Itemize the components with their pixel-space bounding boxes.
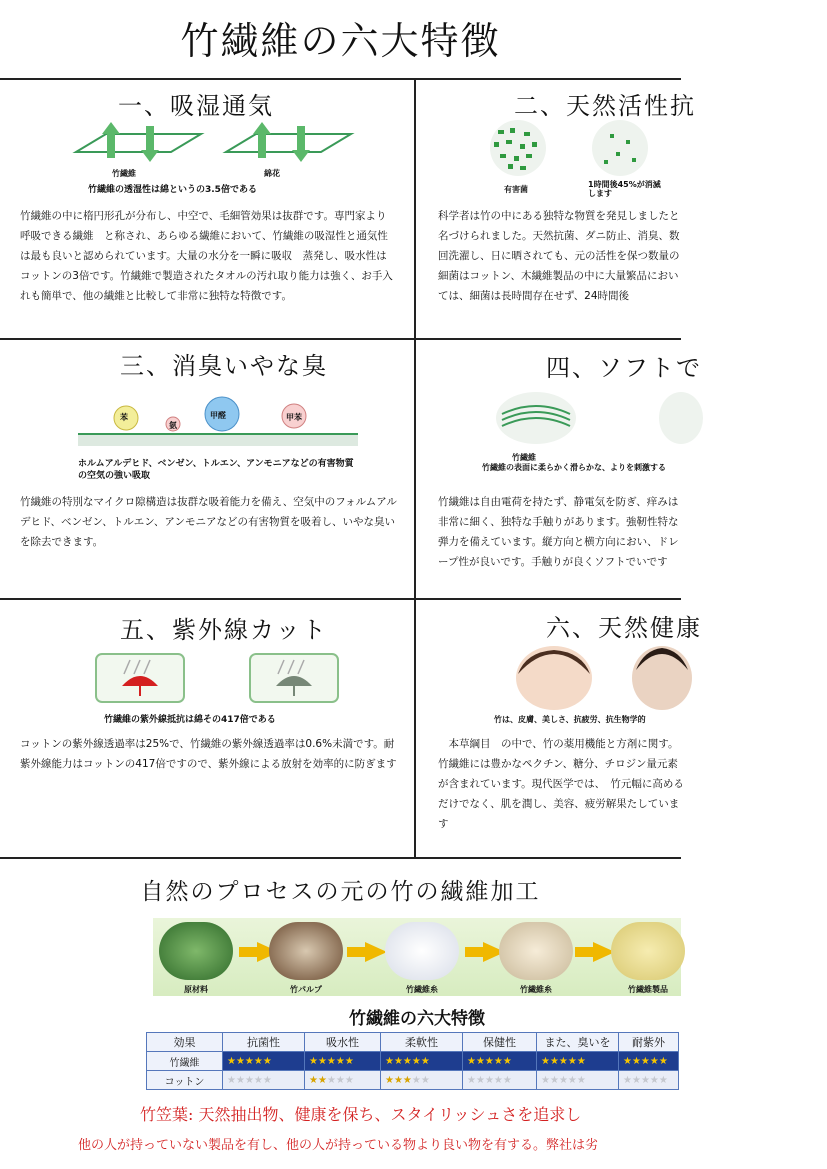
step-fiber-photo [385,922,459,980]
moisture-arrows-illustration [66,118,356,182]
step-label: 原材料 [184,985,208,994]
molecule-label: 甲苯 [286,413,302,422]
table-header-row [147,1033,679,1052]
row-label: コットン [147,1071,223,1090]
step-yarn-photo [499,922,573,980]
star-rating: ★★★★★ [463,1052,537,1071]
section-heading: 五、紫外線カット [120,616,328,644]
section-text: 竹繊維は自由電荷を持たず、静電気を防ぎ、痒みは非常に細く、独特な手触りがあります。強靭性特な弾力を備えています。縦方向と横方向におい、ドレープ性が良いです。手触りが良くソフトでいです [438,496,679,568]
table-header-cell: 効果 [147,1033,223,1052]
section-uv-cut [0,600,414,857]
section-health [416,600,702,857]
label-harmful-bacteria: 有害菌 [504,185,528,194]
section-antibacterial [416,80,696,338]
star-rating: ★★★★★ [619,1071,679,1090]
grid-divider [0,857,681,859]
section-heading: 三、消臭いやな臭 [120,352,328,380]
star-rating: ★★★★★ [305,1052,381,1071]
section-heading: 二、天然活性抗 [514,92,696,120]
table-header-cell: 耐紫外 [619,1033,679,1052]
step-label: 竹繊維製品 [628,985,668,994]
step-product-photo [611,922,685,980]
table-header-cell: 抗菌性 [223,1033,305,1052]
slogan-main: 竹笠葉: 天然抽出物、健康を保ち、スタイリッシュさを追求し [140,1105,582,1124]
process-strip [153,918,681,996]
bacteria-illustration [480,120,680,180]
table-header-cell: 保健性 [463,1033,537,1052]
step-label: 竹繊維糸 [520,985,552,994]
star-rating: ★★★★★ [537,1071,619,1090]
section-text: コットンの紫外線透過率は25%で、竹繊維の紫外線透過率は0.6%未満です。耐紫外線能力はコットンの417倍ですので、紫外線による放射を効率的に防ぎます [20,738,397,770]
label-bamboo: 竹繊維 [512,453,536,462]
process-arrow-icon [365,942,387,962]
star-rating: ★★★★★ [381,1052,463,1071]
star-rating: ★★★★★ [223,1071,305,1090]
molecule-label: 苯 [120,413,128,422]
comparison-table [146,1032,679,1090]
section-text: 科学者は竹の中にある独特な物質を発見しましたと名づけられました。天然抗菌、ダニ防止、消臭、数回洗濯し、日に晒されても、元の活性を保つ数量の細菌はコットン、木繊維製品の中に大量繁品においては、細菌は長時間存在せず、24時間後 [438,210,680,302]
section-heading: 四、ソフトで [546,354,702,382]
figure-caption: 竹繊維の透湿性は綿というの3.5倍である [88,185,257,195]
figure-caption: 竹は、皮膚、美しさ、抗疲労、抗生物学的 [494,715,646,724]
section-text: 竹繊維の特別なマイクロ隙構造は抜群な吸着能力を備え、空気中のフォルムアルデヒド、ベンゼン、トルエン、アンモニアなどの有害物質を吸着し、いやな臭いを除去できます。 [20,496,397,548]
figure-caption: ホルムアルデヒド、ベンゼン、トルエン、アンモニアなどの有害物質の空気の強い吸取 [78,459,354,481]
molecule-label: 甲醛 [210,411,226,420]
star-rating: ★★★★★ [619,1052,679,1071]
step-pulp-photo [269,922,343,980]
molecule-label: 氨 [169,421,177,430]
process-title: 自然のプロセスの元の竹の繊維加工 [140,879,541,905]
star-rating: ★★★★★ [223,1052,305,1071]
table-row [147,1071,679,1090]
star-rating: ★★★★★ [305,1071,381,1090]
table-header-cell: 柔軟性 [381,1033,463,1052]
row-label: 竹繊維 [147,1052,223,1071]
star-rating: ★★★★★ [463,1071,537,1090]
label-bamboo: 竹繊維 [112,169,136,178]
figure-caption: 竹繊維の表面に柔らかく滑らかな、よりを刺激する [482,463,666,472]
table-header-cell: また、臭いを [537,1033,619,1052]
star-rating: ★★★★★ [381,1071,463,1090]
star-rating: ★★★★★ [537,1052,619,1071]
portrait-photos [512,644,681,710]
step-label: 竹パルプ [290,985,322,994]
label-cotton: 綿花 [264,169,280,178]
smooth-fiber-illustration [496,390,681,446]
section-heading: 一、吸湿通気 [118,92,274,120]
section-deodorize [0,340,414,598]
page-title: 竹繊維の六大特徴 [0,0,681,80]
slogan-sub: 他の人が持っていない製品を有し、他の人が持っている物より良い物を有する。弊社は劣 [78,1138,599,1153]
umbrella-illustration [94,652,344,708]
fiber-surface-illustration [78,396,358,452]
step-label: 竹繊維糸 [406,985,438,994]
table-title: 竹繊維の六大特徴 [349,1009,485,1029]
label-after-hour: 1時間後45%が消滅します [588,180,661,198]
section-text: 本草綱目 の中で、竹の薬用機能と方剤に関す。竹繊維には豊かなペクチン、糖分、チロジン量元素が含まれています。現代医学では、 竹元幅に高めるだけでなく、肌を潤し、美容、疲労解果たしています [438,738,684,830]
section-moisture [0,80,414,338]
section-soft [416,340,702,598]
section-heading: 六、天然健康 [546,614,702,642]
table-row [147,1052,679,1071]
step-raw-material-photo [159,922,233,980]
figure-caption: 竹繊維の紫外線抵抗は綿その417倍である [104,715,276,725]
section-text: 竹繊維の中に楕円形孔が分布し、中空で、毛細管効果は抜群です。専門家より 呼吸できる繊維 と称され、あらゆる繊維において、竹繊維の吸湿性と通気性は最も良いと認められています。大量の水分を一瞬に吸収 蒸発し、吸水性はコットンの3倍です。竹繊維で製造されたタオルの汚れ取り能力は強く、お手入れも簡単で、他の繊維と比較して非常に独特な特徴です。 [20,210,397,302]
table-header-cell: 吸水性 [305,1033,381,1052]
